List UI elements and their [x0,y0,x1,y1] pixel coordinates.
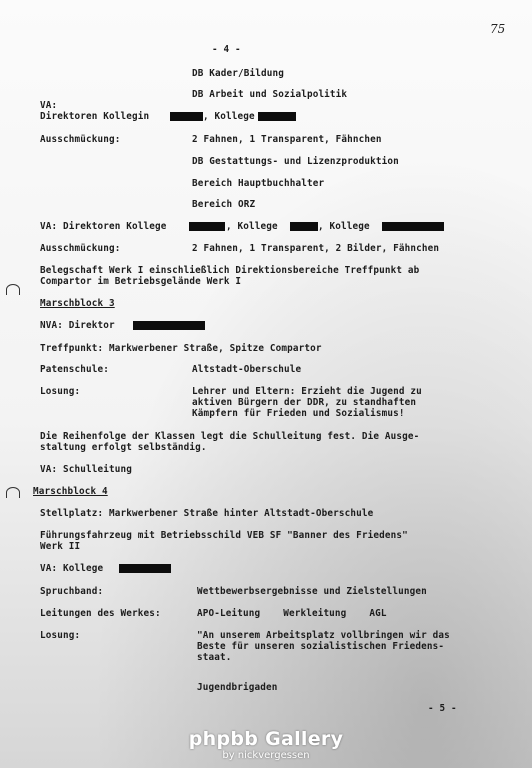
youth-brigades: Jugendbrigaden [197,682,278,693]
colleague-separator: , Kollege [203,111,255,122]
staff-line: Belegschaft Werk I einschließlich Direktionsbereiche Treffpunkt ab [40,265,420,276]
meeting-point: Treffpunkt: Markwerbener Straße, Spitze Compartor [40,343,322,354]
block-title: Marschblock 4 [33,486,108,497]
gallery-watermark [0,728,532,762]
va-line: VA: Kollege [40,563,104,574]
section-line: Bereich ORZ [192,199,256,210]
decoration-label: Ausschmückung: [40,243,121,254]
colleague-separator: , Kollege [226,221,278,232]
slogan-line: "An unserem Arbeitsplatz vollbringen wir das [197,630,450,641]
decoration-label: Ausschmückung: [40,134,121,145]
punch-hole-mark [6,487,20,498]
decoration-value: 2 Fahnen, 1 Transparent, Fähnchen [192,134,382,145]
redaction-bar [290,222,318,231]
block-title: Marschblock 3 [40,298,115,309]
section-line: DB Gestattungs- und Lizenzproduktion [192,156,399,167]
slogan-line: staat. [197,652,232,663]
order-line: Die Reihenfolge der Klassen legt die Schulleitung fest. Die Ausge- [40,431,420,442]
staff-line: Compartor im Betriebsgelände Werk I [40,276,242,287]
va-line: VA: Schulleitung [40,464,132,475]
patron-label: Patenschule: [40,364,109,375]
order-line: staltung erfolgt selbständig. [40,442,207,453]
va-directors-line: VA: Direktoren Kollege [40,221,167,232]
patron-value: Altstadt-Oberschule [192,364,302,375]
watermark-brand: phpbb Gallery [188,728,344,750]
banner-value: Wettbewerbsergebnisse und Zielstellungen [197,586,427,597]
page-number-top: - 4 - [212,44,241,55]
redaction-bar [170,112,203,121]
position-line: Stellplatz: Markwerbener Straße hinter Altstadt-Oberschule [40,508,374,519]
header-line-1: DB Kader/Bildung [192,68,284,79]
slogan-line: Kämpfern für Frieden und Sozialismus! [192,408,405,419]
slogan-line: Lehrer und Eltern: Erzieht die Jugend zu [192,386,422,397]
management-value: APO-Leitung Werkleitung AGL [197,608,387,619]
va-label: VA: [40,100,58,111]
section-line: Bereich Hauptbuchhalter [192,178,325,189]
colleague-separator: , Kollege [318,221,370,232]
management-label: Leitungen des Werkes: [40,608,161,619]
nva-line: NVA: Direktor [40,320,115,331]
redaction-bar [119,564,171,573]
slogan-label: Losung: [40,386,81,397]
page-number-bottom: - 5 - [428,703,457,714]
vehicle-line: Führungsfahrzeug mit Betriebsschild VEB SF "Banner des Friedens" [40,530,408,541]
redaction-bar [258,112,296,121]
directors-line: Direktoren Kollegin [40,111,150,122]
redaction-bar [189,222,225,231]
punch-hole-mark [6,284,20,295]
slogan-line: aktiven Bürgern der DDR, zu standhaften [192,397,417,408]
header-line-2: DB Arbeit und Sozialpolitik [192,89,348,100]
decoration-value: 2 Fahnen, 1 Transparent, 2 Bilder, Fähnchen [192,243,440,254]
slogan-line: Beste für unseren sozialistischen Friedens- [197,641,445,652]
vehicle-line: Werk II [40,541,81,552]
banner-label: Spruchband: [40,586,104,597]
slogan-label: Losung: [40,630,81,641]
redaction-bar [382,222,444,231]
redaction-bar [133,321,205,330]
corner-page-number: 75 [490,22,506,36]
watermark-credit: by nickvergessen [222,750,310,761]
